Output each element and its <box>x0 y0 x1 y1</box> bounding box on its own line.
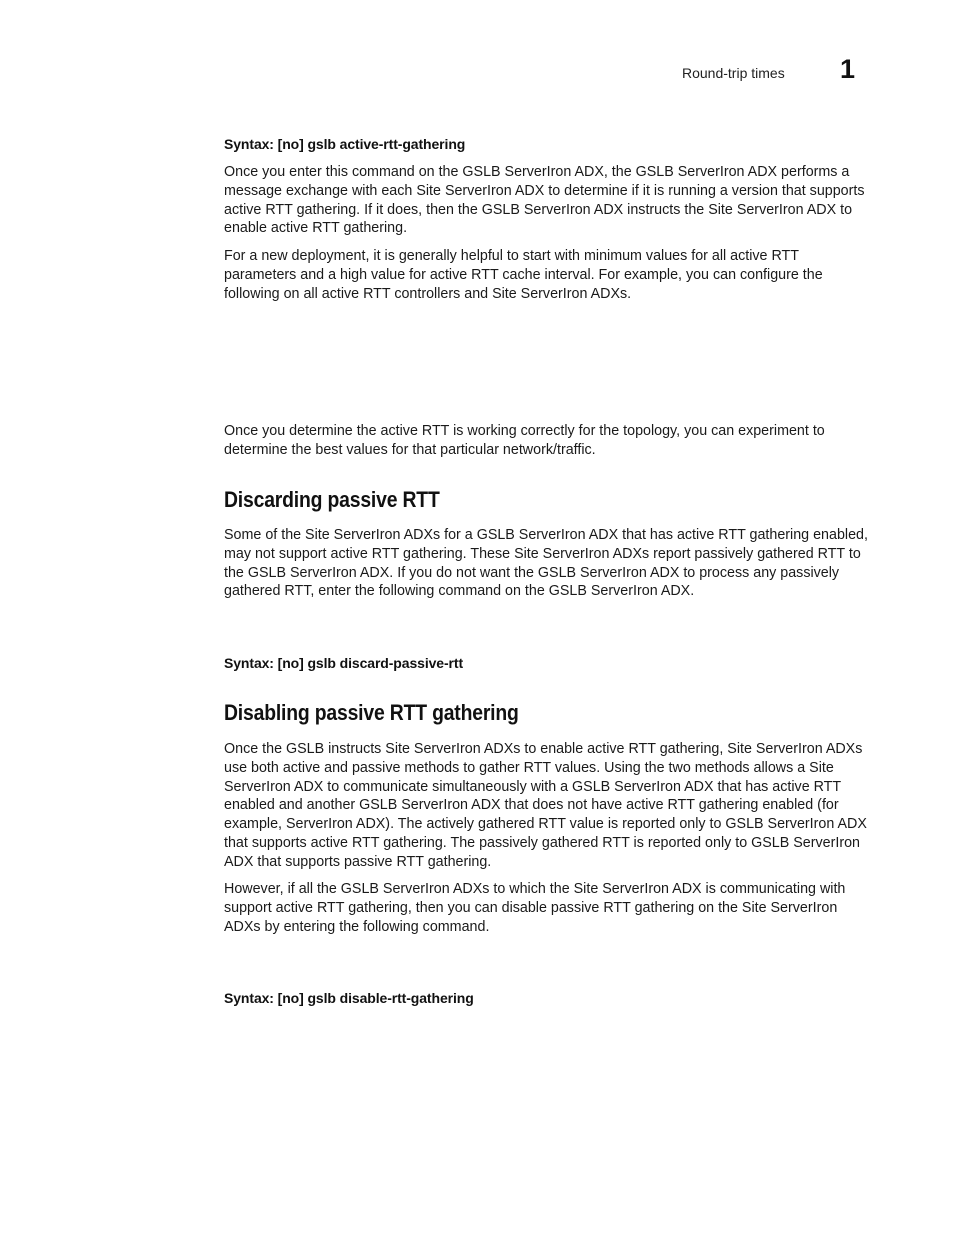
paragraph-discarding-passive-rtt: Some of the Site ServerIron ADXs for a GSLB ServerIron ADX that has active RTT gathering enabled, may not support active RTT gathering. These Site ServerIron ADXs report passively gathered RTT to the GSLB ServerIron ADX. If you do not want the GSLB ServerIron ADX to process any passively gathered RTT, enter the following command on the GSLB ServerIron ADX. <box>224 527 868 600</box>
heading-disabling-passive-rtt-gathering: Disabling passive RTT gathering <box>224 700 519 725</box>
heading-discarding-passive-rtt: Discarding passive RTT <box>224 487 440 512</box>
paragraph-new-deployment: For a new deployment, it is generally helpful to start with minimum values for all active RTT parameters and a high value for active RTT cache interval. For example, you can configure the following on all active RTT controllers and Site ServerIron ADXs. <box>224 248 823 302</box>
paragraph-active-passive-methods: Once the GSLB instructs Site ServerIron ADXs to enable active RTT gathering, Site ServerIron ADXs use both active and passive methods to gather RTT values. Using the two methods allows a Site ServerIron ADX to communicate simultaneously with a GSLB ServerIron ADX that has active RTT enabled and another GSLB ServerIron ADX that does not have active RTT gathering enabled (for example, ServerIron ADX). The actively gathered RTT value is reported only to GSLB ServerIron ADX that supports active RTT gathering. The passively gathered RTT is reported only to GSLB ServerIron ADX that supports passive RTT gathering. <box>224 741 867 870</box>
header-chapter-number: 1 <box>840 54 856 84</box>
paragraph-experiment: Once you determine the active RTT is working correctly for the topology, you can experiment to determine the best values for that particular network/traffic. <box>224 423 825 458</box>
header-section-title: Round-trip times <box>682 65 785 81</box>
syntax-disable-rtt-gathering: Syntax: [no] gslb disable-rtt-gathering <box>224 990 474 1006</box>
syntax-discard-passive-rtt: Syntax: [no] gslb discard-passive-rtt <box>224 655 464 671</box>
syntax-active-rtt-gathering: Syntax: [no] gslb active-rtt-gathering <box>224 136 466 152</box>
paragraph-active-rtt-intro: Once you enter this command on the GSLB ServerIron ADX, the GSLB ServerIron ADX performs a message exchange with each Site ServerIron ADX to determine if it is running a version that supports active RTT gathering. If it does, then the GSLB ServerIron ADX instructs the Site ServerIron ADX to enable active RTT gathering. <box>224 164 865 237</box>
paragraph-disable-passive-gathering: However, if all the GSLB ServerIron ADXs to which the Site ServerIron ADX is communicating with support active RTT gathering, then you can disable passive RTT gathering on the Site ServerIron ADXs by entering the following command. <box>224 881 846 935</box>
